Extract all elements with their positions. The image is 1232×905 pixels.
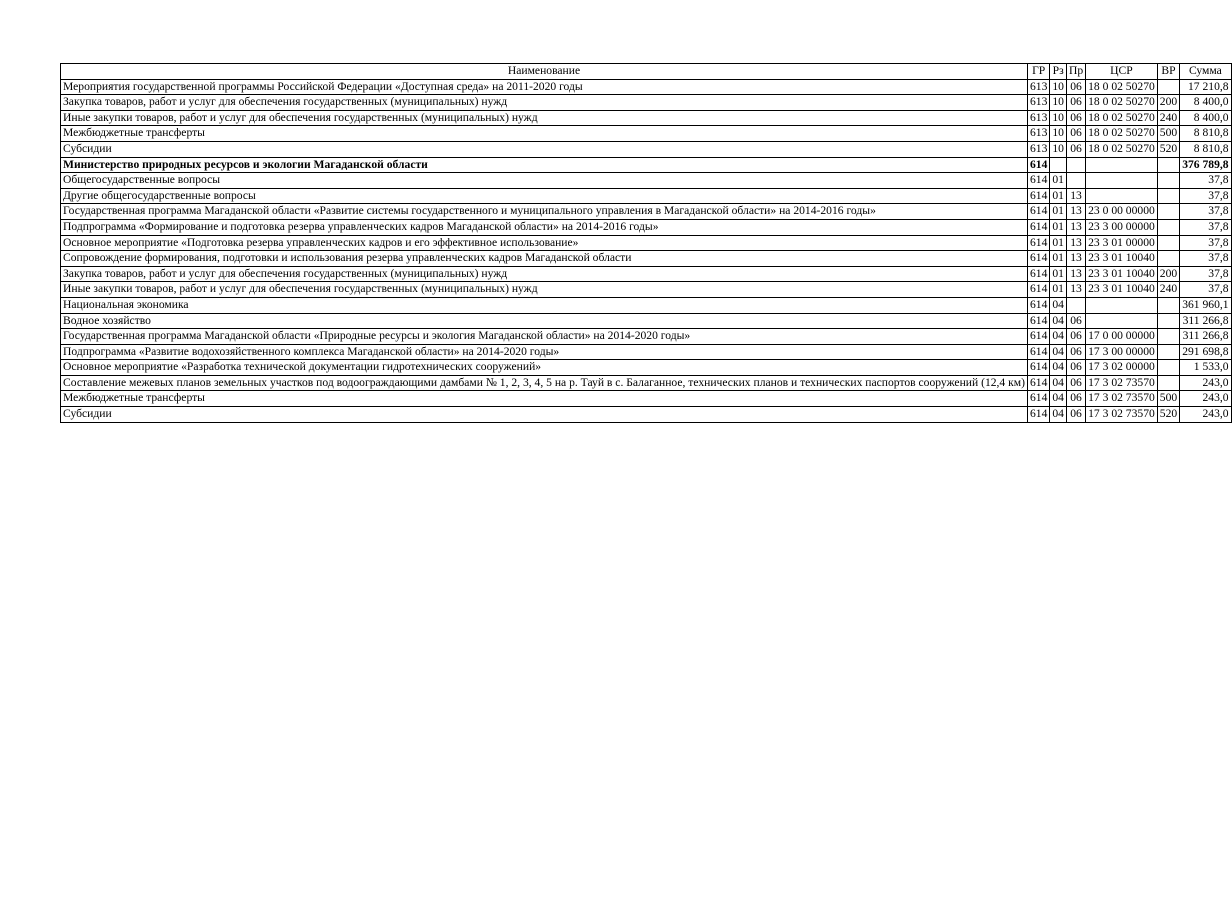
cell-vr [1157,297,1179,313]
table-row [61,126,1232,142]
cell-vr [1157,157,1179,173]
cell-name: Другие общегосударственные вопросы [61,188,1028,204]
cell-csr: 23 3 01 10040 [1086,251,1158,267]
cell-csr [1086,313,1158,329]
cell-rz: 01 [1050,173,1067,189]
cell-pr: 06 [1066,375,1085,391]
cell-rz: 01 [1050,219,1067,235]
cell-csr: 18 0 02 50270 [1086,110,1158,126]
cell-rz: 10 [1050,95,1067,111]
cell-pr [1066,157,1085,173]
cell-rz: 01 [1050,235,1067,251]
cell-pr: 13 [1066,266,1085,282]
header-vr: ВР [1157,64,1179,80]
table-row [61,141,1232,157]
cell-pr: 13 [1066,282,1085,298]
cell-pr [1066,297,1085,313]
cell-vr [1157,344,1179,360]
cell-vr [1157,360,1179,376]
cell-name: Министерство природных ресурсов и экологии Магаданской области [61,157,1028,173]
cell-pr: 06 [1066,344,1085,360]
cell-pr: 06 [1066,126,1085,142]
cell-vr: 200 [1157,95,1179,111]
table-row [61,204,1232,220]
cell-vr [1157,375,1179,391]
cell-rz: 01 [1050,282,1067,298]
cell-pr: 06 [1066,79,1085,95]
cell-pr: 13 [1066,235,1085,251]
cell-name: Национальная экономика [61,297,1028,313]
cell-pr: 06 [1066,95,1085,111]
cell-csr [1086,188,1158,204]
cell-rz: 01 [1050,266,1067,282]
cell-gr: 614 [1027,266,1049,282]
cell-sum: 8 810,8 [1180,141,1231,157]
table-row [61,235,1232,251]
cell-name: Закупка товаров, работ и услуг для обеспечения государственных (муниципальных) нужд [61,95,1028,111]
cell-csr [1086,297,1158,313]
cell-rz [1050,157,1067,173]
cell-rz: 04 [1050,407,1067,423]
cell-sum: 37,8 [1180,188,1231,204]
table-row [61,313,1232,329]
cell-csr: 17 3 02 73570 [1086,375,1158,391]
cell-gr: 614 [1027,219,1049,235]
cell-sum: 8 810,8 [1180,126,1231,142]
cell-rz: 10 [1050,126,1067,142]
cell-name: Водное хозяйство [61,313,1028,329]
table-row [61,188,1232,204]
cell-gr: 614 [1027,235,1049,251]
cell-csr: 18 0 02 50270 [1086,79,1158,95]
cell-gr: 614 [1027,329,1049,345]
cell-csr: 23 3 00 00000 [1086,219,1158,235]
header-rz: Рз [1050,64,1067,80]
cell-pr: 06 [1066,360,1085,376]
cell-sum: 243,0 [1180,375,1231,391]
cell-csr: 17 0 00 00000 [1086,329,1158,345]
cell-vr: 520 [1157,141,1179,157]
table-row [61,344,1232,360]
cell-vr [1157,173,1179,189]
cell-gr: 614 [1027,375,1049,391]
cell-csr: 17 3 02 73570 [1086,391,1158,407]
cell-vr: 240 [1157,282,1179,298]
cell-sum: 37,8 [1180,204,1231,220]
table-row [61,329,1232,345]
cell-vr: 200 [1157,266,1179,282]
cell-vr [1157,329,1179,345]
cell-sum: 37,8 [1180,251,1231,267]
cell-vr [1157,251,1179,267]
cell-sum: 1 533,0 [1180,360,1231,376]
cell-pr [1066,173,1085,189]
budget-table [60,63,1232,423]
cell-gr: 613 [1027,79,1049,95]
table-row [61,157,1232,173]
cell-name: Межбюджетные трансферты [61,391,1028,407]
cell-vr [1157,204,1179,220]
table-row [61,360,1232,376]
cell-rz: 10 [1050,79,1067,95]
header-sum: Сумма [1180,64,1231,80]
cell-csr: 18 0 02 50270 [1086,126,1158,142]
cell-vr: 500 [1157,126,1179,142]
cell-sum: 37,8 [1180,282,1231,298]
cell-name: Иные закупки товаров, работ и услуг для обеспечения государственных (муниципальных) нужд [61,282,1028,298]
cell-sum: 17 210,8 [1180,79,1231,95]
cell-csr: 23 0 00 00000 [1086,204,1158,220]
cell-pr: 06 [1066,329,1085,345]
cell-rz: 10 [1050,110,1067,126]
cell-vr [1157,79,1179,95]
cell-gr: 613 [1027,126,1049,142]
cell-csr: 23 3 01 10040 [1086,266,1158,282]
cell-rz: 04 [1050,313,1067,329]
cell-csr: 18 0 02 50270 [1086,141,1158,157]
table-row [61,266,1232,282]
cell-sum: 37,8 [1180,219,1231,235]
table-row [61,391,1232,407]
cell-pr: 13 [1066,251,1085,267]
cell-pr: 06 [1066,141,1085,157]
cell-rz: 01 [1050,188,1067,204]
cell-sum: 8 400,0 [1180,110,1231,126]
cell-sum: 8 400,0 [1180,95,1231,111]
cell-rz: 04 [1050,344,1067,360]
cell-gr: 613 [1027,141,1049,157]
cell-vr [1157,235,1179,251]
cell-pr: 06 [1066,313,1085,329]
cell-sum: 376 789,8 [1180,157,1231,173]
cell-csr: 23 3 01 10040 [1086,282,1158,298]
cell-name: Общегосударственные вопросы [61,173,1028,189]
cell-gr: 614 [1027,407,1049,423]
cell-name: Подпрограмма «Развитие водохозяйственного комплекса Магаданской области» на 2014-2020 годы» [61,344,1028,360]
cell-sum: 311 266,8 [1180,313,1231,329]
cell-gr: 614 [1027,173,1049,189]
cell-pr: 06 [1066,110,1085,126]
cell-sum: 243,0 [1180,391,1231,407]
table-row [61,251,1232,267]
cell-name: Закупка товаров, работ и услуг для обеспечения государственных (муниципальных) нужд [61,266,1028,282]
cell-rz: 04 [1050,391,1067,407]
header-row [61,64,1232,80]
cell-gr: 614 [1027,188,1049,204]
cell-sum: 37,8 [1180,266,1231,282]
cell-csr: 17 3 02 00000 [1086,360,1158,376]
cell-sum: 361 960,1 [1180,297,1231,313]
cell-gr: 614 [1027,204,1049,220]
cell-gr: 614 [1027,297,1049,313]
header-name: Наименование [61,64,1028,80]
cell-sum: 291 698,8 [1180,344,1231,360]
table-row [61,95,1232,111]
cell-rz: 01 [1050,251,1067,267]
cell-csr [1086,157,1158,173]
cell-name: Межбюджетные трансферты [61,126,1028,142]
cell-sum: 243,0 [1180,407,1231,423]
cell-rz: 04 [1050,329,1067,345]
cell-name: Основное мероприятие «Подготовка резерва управленческих кадров и его эффективное использование» [61,235,1028,251]
cell-sum: 37,8 [1180,235,1231,251]
cell-csr: 18 0 02 50270 [1086,95,1158,111]
cell-name: Субсидии [61,407,1028,423]
header-csr: ЦСР [1086,64,1158,80]
cell-pr: 06 [1066,407,1085,423]
cell-name: Субсидии [61,141,1028,157]
cell-name: Сопровождение формирования, подготовки и использования резерва управленческих кадров Магаданской области [61,251,1028,267]
cell-vr: 520 [1157,407,1179,423]
table-row [61,110,1232,126]
table-row [61,375,1232,391]
cell-csr: 23 3 01 00000 [1086,235,1158,251]
cell-gr: 613 [1027,95,1049,111]
cell-vr: 500 [1157,391,1179,407]
cell-gr: 613 [1027,110,1049,126]
budget-page [60,63,1232,423]
header-pr: Пр [1066,64,1085,80]
cell-pr: 13 [1066,204,1085,220]
cell-name: Мероприятия государственной программы Российской Федерации «Доступная среда» на 2011-2020 годы [61,79,1028,95]
cell-gr: 614 [1027,251,1049,267]
cell-rz: 04 [1050,360,1067,376]
cell-pr: 06 [1066,391,1085,407]
cell-name: Государственная программа Магаданской области «Природные ресурсы и экология Магаданской области» на 2014-2020 годы» [61,329,1028,345]
table-row [61,79,1232,95]
cell-gr: 614 [1027,282,1049,298]
cell-name: Составление межевых планов земельных участков под водоограждающими дамбами № 1, 2, 3, 4, 5 на р. Тауй в с. Балаганное, технических планов и технических паспортов сооружений (12,4 км) [61,375,1028,391]
cell-rz: 04 [1050,297,1067,313]
cell-pr: 13 [1066,188,1085,204]
table-row [61,173,1232,189]
table-row [61,219,1232,235]
cell-name: Подпрограмма «Формирование и подготовка резерва управленческих кадров Магаданской области» на 2014-2016 годы» [61,219,1028,235]
cell-gr: 614 [1027,391,1049,407]
cell-vr [1157,188,1179,204]
cell-gr: 614 [1027,344,1049,360]
cell-vr [1157,313,1179,329]
cell-gr: 614 [1027,360,1049,376]
cell-csr: 17 3 02 73570 [1086,407,1158,423]
cell-vr [1157,219,1179,235]
cell-sum: 311 266,8 [1180,329,1231,345]
table-row [61,282,1232,298]
cell-rz: 01 [1050,204,1067,220]
cell-rz: 10 [1050,141,1067,157]
cell-csr: 17 3 00 00000 [1086,344,1158,360]
table-row [61,297,1232,313]
header-gr: ГР [1027,64,1049,80]
cell-rz: 04 [1050,375,1067,391]
cell-gr: 614 [1027,313,1049,329]
cell-name: Иные закупки товаров, работ и услуг для обеспечения государственных (муниципальных) нужд [61,110,1028,126]
cell-csr [1086,173,1158,189]
table-row [61,407,1232,423]
cell-name: Основное мероприятие «Разработка технической документации гидротехнических сооружений» [61,360,1028,376]
cell-gr: 614 [1027,157,1049,173]
cell-vr: 240 [1157,110,1179,126]
cell-sum: 37,8 [1180,173,1231,189]
cell-name: Государственная программа Магаданской области «Развитие системы государственного и муниципального управления в Магаданской области» на 2014-2016 годы» [61,204,1028,220]
cell-pr: 13 [1066,219,1085,235]
